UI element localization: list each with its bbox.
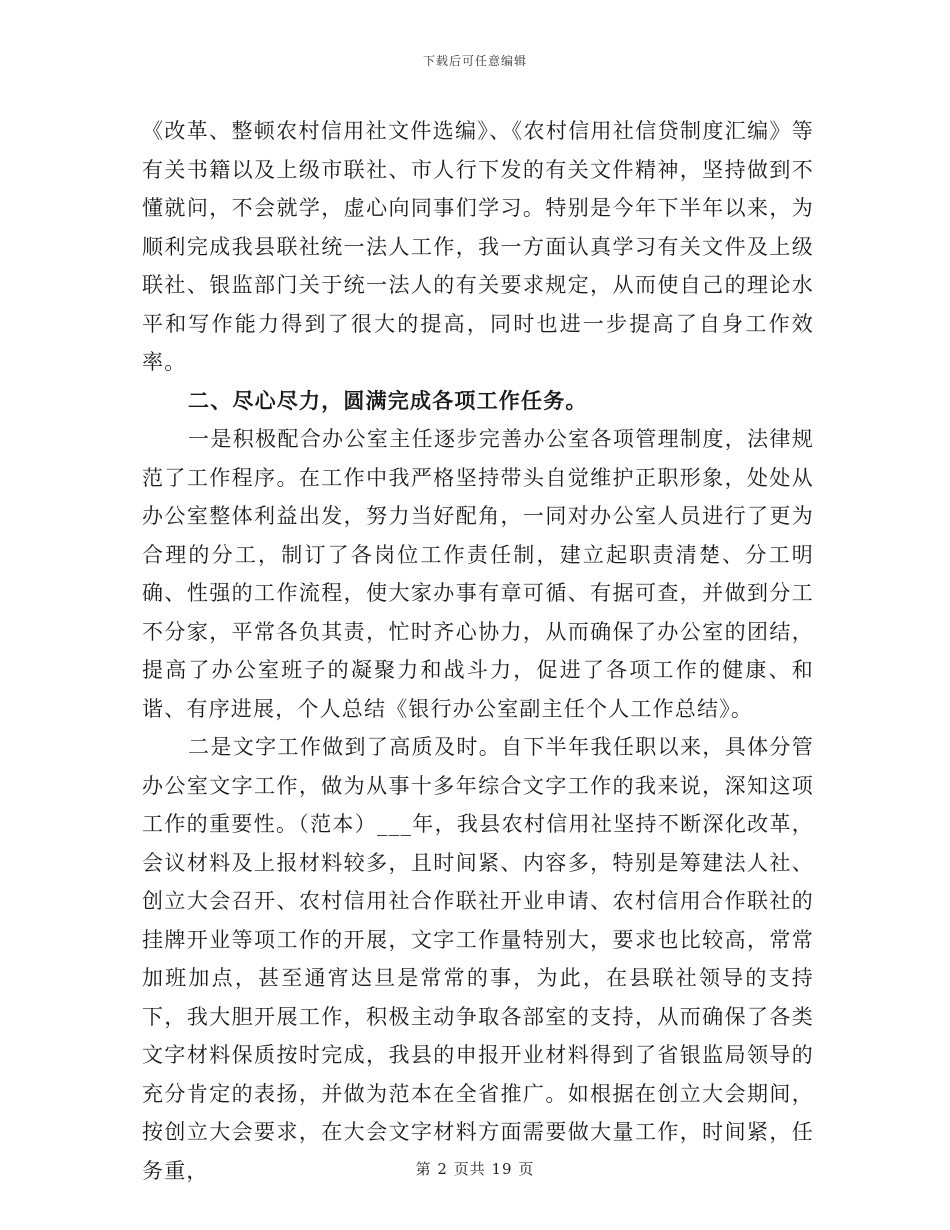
section-heading: 二、尽心尽力，圆满完成各项工作任务。 <box>188 387 588 413</box>
paragraph-continued: 《改革、整顿农村信用社文件选编》、《农村信用社信贷制度汇编》等有关书籍以及上级市联社、市人行下发的有关文件精神，坚持做到不懂就问，不会就学，虚心向同事们学习。特别是今年下半年以来，为顺利完成我县联社统一法人工作，我一方面认真学习有关文件及上级联社、银监部门关于统一法人的有关要求规定，从而使自己的理论水平和写作能力得到了很大的提高，同时也进一步提高了自身工作效率。 <box>142 119 814 374</box>
document-body <box>142 112 814 1190</box>
page-header: 下载后可任意编辑 <box>422 54 527 68</box>
page-number-footer: 第 2 页共 19 页 <box>415 1160 535 1178</box>
paragraph-management: 一是积极配合办公室主任逐步完善办公室各项管理制度，法律规范了工作程序。在工作中我严格坚持带头自觉维护正职形象，处处从办公室整体利益出发，努力当好配角，一同对办公室人员进行了更为合理的分工，制订了各岗位工作责任制，建立起职责清楚、分工明确、性强的工作流程，使大家办事有章可循、有据可查，并做到分工不分家，平常各负其责，忙时齐心协力，从而确保了办公室的团结，提高了办公室班子的凝聚力和战斗力，促进了各项工作的健康、和谐、有序进展，个人总结《银行办公室副主任个人工作总结》。 <box>142 427 814 721</box>
paragraph-writing-work: 二是文字工作做到了高质及时。自下半年我任职以来，具体分管办公室文字工作，做为从事十多年综合文字工作的我来说，深知这项工作的重要性。（范本）___年，我县农村信用社坚持不断深化改革，会议材料及上报材料较多，且时间紧、内容多，特别是筹建法人社、创立大会召开、农村信用社合作联社开业申请、农村信用合作联社的挂牌开业等项工作的开展，文字工作量特别大，要求也比较高，常常加班加点，甚至通宵达旦是常常的事，为此，在县联社领导的支持下，我大胆开展工作，积极主动争取各部室的支持，从而确保了各类文字材料保质按时完成，我县的申报开业材料得到了省银监局领导的充分肯定的表扬，并做为范本在全省推广。如根据在创立大会期间，按创立大会要求，在大会文字材料方面需要做大量工作，时间紧，任务重， <box>142 735 814 1183</box>
